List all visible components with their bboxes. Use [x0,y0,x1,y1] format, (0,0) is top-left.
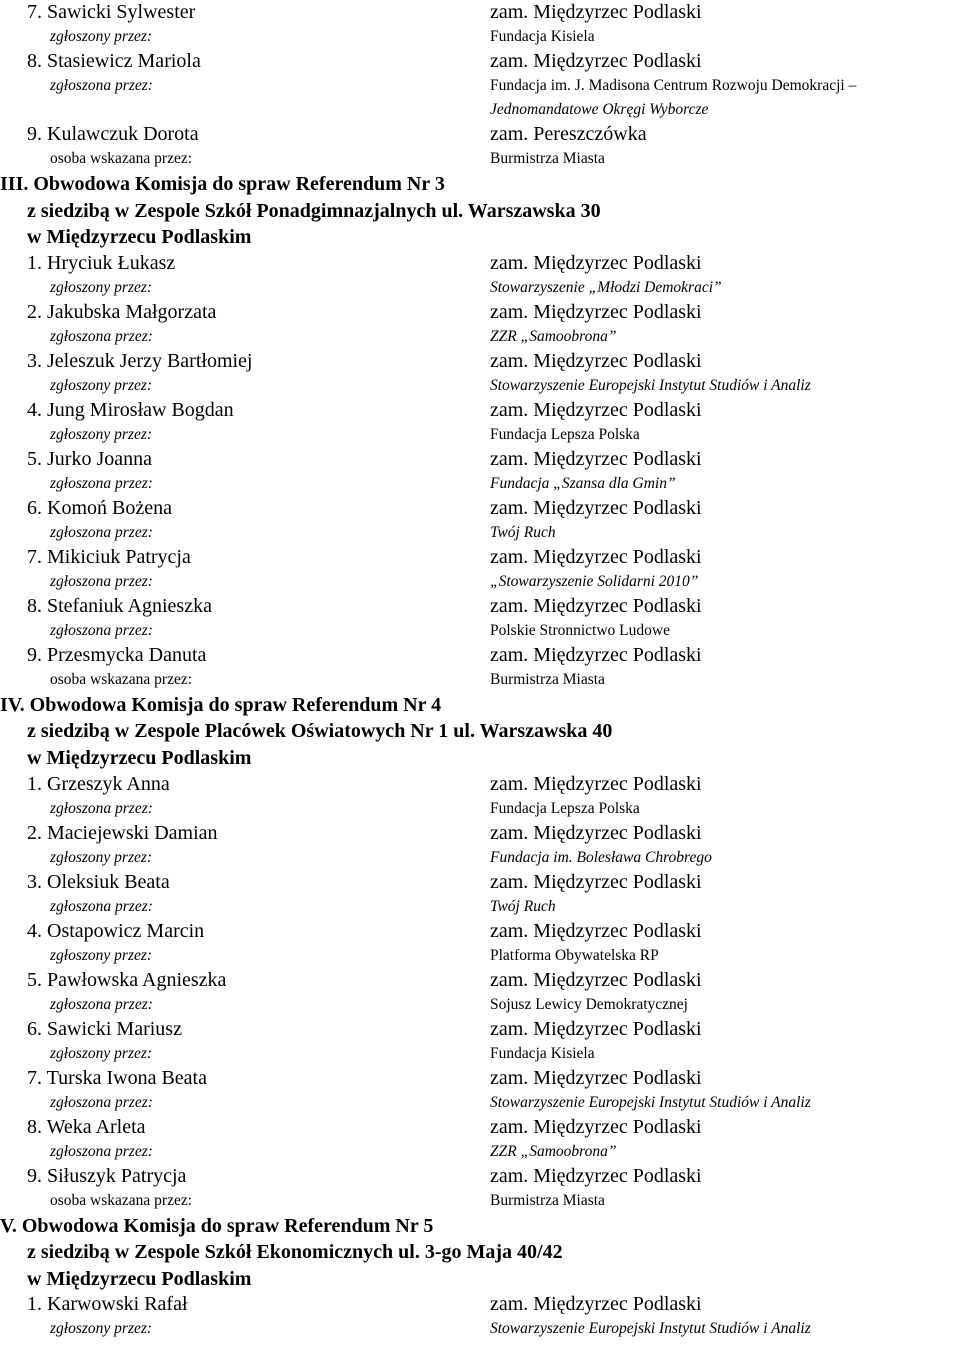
nominating-body: Stowarzyszenie Europejski Instytut Studiów i Analiz [490,376,811,394]
nomination-row [0,619,960,643]
nomination-row [0,521,960,545]
member-residence: zam. Międzyrzec Podlaski [490,398,702,421]
member-row [0,643,960,668]
nominating-body: Fundacja „Szansa dla Gmin” [490,474,676,492]
nomination-label: zgłoszona przez: [50,1142,153,1160]
nominating-body: Platforma Obywatelska RP [490,946,659,964]
member-row [0,919,960,944]
member-row [0,1164,960,1189]
nomination-label: osoba wskazana przez: [50,150,193,167]
member-residence: zam. Międzyrzec Podlaski [490,496,702,519]
member-row [0,447,960,472]
member-residence: zam. Międzyrzec Podlaski [490,50,702,72]
member-name: 1. Grzeszyk Anna [27,772,170,795]
nomination-row [0,374,960,398]
nominating-body: Burmistrza Miasta [490,150,605,167]
member-residence: zam. Międzyrzec Podlaski [490,1164,702,1187]
nomination-label: zgłoszona przez: [50,1093,153,1111]
member-residence: zam. Międzyrzec Podlaski [490,1066,702,1089]
nomination-row [0,147,960,171]
member-name: 3. Oleksiuk Beata [27,870,170,893]
nomination-row [0,570,960,594]
member-residence: zam. Pereszczówka [490,123,647,145]
commission-heading-line [0,1239,960,1266]
member-row [0,772,960,797]
member-name: 8. Stasiewicz Mariola [27,50,201,72]
member-residence: zam. Międzyrzec Podlaski [490,349,702,372]
member-name: 2. Maciejewski Damian [27,821,218,844]
nomination-row [0,325,960,349]
member-name: 6. Komoń Bożena [27,496,172,519]
member-name: 6. Sawicki Mariusz [27,1017,182,1040]
member-residence: zam. Międzyrzec Podlaski [490,643,702,666]
member-name: 7. Mikiciuk Patrycja [27,545,191,568]
member-residence: zam. Międzyrzec Podlaski [490,870,702,893]
member-name: 8. Stefaniuk Agnieszka [27,594,212,617]
nomination-row [0,25,960,49]
member-residence: zam. Międzyrzec Podlaski [490,300,702,323]
nominating-body: Fundacja Kisiela [490,28,595,45]
nominating-body: Burmistrza Miasta [490,670,605,688]
commission-heading-line [0,198,960,225]
nomination-row [0,1091,960,1115]
nominating-body: Twój Ruch [490,897,556,915]
nomination-row [0,993,960,1017]
member-row [0,545,960,570]
nomination-row [0,1140,960,1164]
nominating-body: Fundacja im. Bolesława Chrobrego [490,848,712,866]
member-row [0,1066,960,1091]
member-row [0,1017,960,1042]
nominating-body: Sojusz Lewicy Demokratycznej [490,995,688,1013]
commission-heading-line [0,745,960,772]
commission-heading-line [0,718,960,745]
member-row [0,1115,960,1140]
commission-heading-text: z siedzibą w Zespole Szkół Ponadgimnazjalnych ul. Warszawska 30 [27,199,601,222]
nominating-body-continued: Jednomandatowe Okręgi Wyborcze [490,101,709,118]
member-name: 1. Karwowski Rafał [27,1293,188,1316]
member-name: 9. Przesmycka Danuta [27,643,207,666]
nomination-label: zgłoszona przez: [50,474,153,492]
nomination-label: zgłoszony przez: [50,376,153,394]
member-row [0,1292,960,1317]
nominating-body: Stowarzyszenie Europejski Instytut Studiów i Analiz [490,1093,811,1111]
nomination-label: zgłoszony przez: [50,1044,153,1062]
member-residence: zam. Międzyrzec Podlaski [490,1293,702,1316]
nominating-body: ZZR „Samoobrona” [490,1142,617,1160]
nomination-row [0,797,960,821]
commission-heading-text: w Międzyrzecu Podlaskim [27,226,252,249]
member-name: 9. Siłuszyk Patrycja [27,1164,187,1187]
member-residence: zam. Międzyrzec Podlaski [490,251,702,274]
member-name: 8. Weka Arleta [27,1115,146,1138]
nomination-label: zgłoszony przez: [50,28,153,45]
member-row [0,496,960,521]
member-residence: zam. Międzyrzec Podlaski [490,772,702,795]
nominating-body: Fundacja Lepsza Polska [490,799,640,817]
nomination-label: zgłoszony przez: [50,848,153,866]
nominating-body: Stowarzyszenie Europejski Instytut Studiów i Analiz [490,1320,811,1338]
member-name: 3. Jeleszuk Jerzy Bartłomiej [27,349,253,372]
member-name: 7. Sawicki Sylwester [27,1,196,23]
member-residence: zam. Międzyrzec Podlaski [490,821,702,844]
nomination-row [0,668,960,692]
member-row [0,251,960,276]
nomination-row [0,276,960,300]
nominating-body: Polskie Stronnictwo Ludowe [490,621,670,639]
nominating-body: ZZR „Samoobrona” [490,327,617,345]
commission-heading-line [0,692,960,719]
nominating-body: Stowarzyszenie „Młodzi Demokraci” [490,278,722,296]
member-residence: zam. Międzyrzec Podlaski [490,594,702,617]
nomination-row [0,74,960,98]
member-name: 4. Jung Mirosław Bogdan [27,398,234,421]
nomination-row [0,1189,960,1213]
commission-heading-line [0,224,960,251]
nominating-body: Burmistrza Miasta [490,1191,605,1209]
nomination-label: osoba wskazana przez: [50,670,193,688]
nomination-label: zgłoszony przez: [50,425,153,443]
commission-heading-line [0,171,960,198]
nomination-row [0,944,960,968]
member-residence: zam. Międzyrzec Podlaski [490,1115,702,1138]
member-row [0,349,960,374]
nomination-label: zgłoszona przez: [50,77,153,94]
member-row [0,122,960,147]
member-row [0,870,960,895]
nomination-label: zgłoszona przez: [50,327,153,345]
member-residence: zam. Międzyrzec Podlaski [490,968,702,991]
member-residence: zam. Międzyrzec Podlaski [490,1017,702,1040]
member-residence: zam. Międzyrzec Podlaski [490,1,702,23]
member-residence: zam. Międzyrzec Podlaski [490,545,702,568]
nomination-label: zgłoszona przez: [50,897,153,915]
nomination-label: zgłoszony przez: [50,278,153,296]
member-row [0,594,960,619]
nomination-row-continued [0,98,960,122]
member-row [0,49,960,74]
nomination-label: osoba wskazana przez: [50,1191,193,1209]
commission-heading-text: z siedzibą w Zespole Placówek Oświatowych Nr 1 ul. Warszawska 40 [27,720,613,743]
nominating-body: Fundacja Lepsza Polska [490,425,640,443]
commission-heading-text: V. Obwodowa Komisja do spraw Referendum Nr 5 [0,1214,434,1237]
commission-heading-text: IV. Obwodowa Komisja do spraw Referendum Nr 4 [0,693,442,716]
member-row [0,821,960,846]
nominating-body: Fundacja Kisiela [490,1044,595,1062]
commission-heading-text: w Międzyrzecu Podlaskim [27,746,252,769]
nomination-row [0,895,960,919]
nomination-row [0,1042,960,1066]
commission-heading-line [0,1213,960,1240]
member-name: 2. Jakubska Małgorzata [27,300,217,323]
member-row [0,398,960,423]
member-residence: zam. Międzyrzec Podlaski [490,447,702,470]
member-name: 5. Pawłowska Agnieszka [27,968,227,991]
nomination-label: zgłoszona przez: [50,523,153,541]
nomination-row [0,846,960,870]
nomination-label: zgłoszona przez: [50,572,153,590]
member-name: 9. Kulawczuk Dorota [27,123,199,145]
nomination-label: zgłoszony przez: [50,1320,153,1338]
member-name: 5. Jurko Joanna [27,447,152,470]
member-row [0,968,960,993]
member-residence: zam. Międzyrzec Podlaski [490,919,702,942]
commission-heading-text: z siedzibą w Zespole Szkół Ekonomicznych ul. 3-go Maja 40/42 [27,1241,563,1264]
member-name: 4. Ostapowicz Marcin [27,919,205,942]
nomination-row [0,1317,960,1341]
nomination-label: zgłoszona przez: [50,621,153,639]
commission-heading-line [0,1266,960,1293]
nomination-label: zgłoszona przez: [50,995,153,1013]
nomination-row [0,472,960,496]
nomination-label: zgłoszony przez: [50,946,153,964]
nomination-row [0,423,960,447]
commission-heading-text: w Międzyrzecu Podlaskim [27,1267,252,1290]
member-row [0,0,960,25]
nominating-body: Fundacja im. J. Madisona Centrum Rozwoju Demokracji – [490,77,857,94]
member-row [0,300,960,325]
nomination-label: zgłoszona przez: [50,799,153,817]
member-name: 7. Turska Iwona Beata [27,1066,207,1089]
member-name: 1. Hryciuk Łukasz [27,251,176,274]
commission-heading-text: III. Obwodowa Komisja do spraw Referendum Nr 3 [0,173,445,195]
nominating-body: „Stowarzyszenie Solidarni 2010” [490,572,699,590]
nominating-body: Twój Ruch [490,523,556,541]
